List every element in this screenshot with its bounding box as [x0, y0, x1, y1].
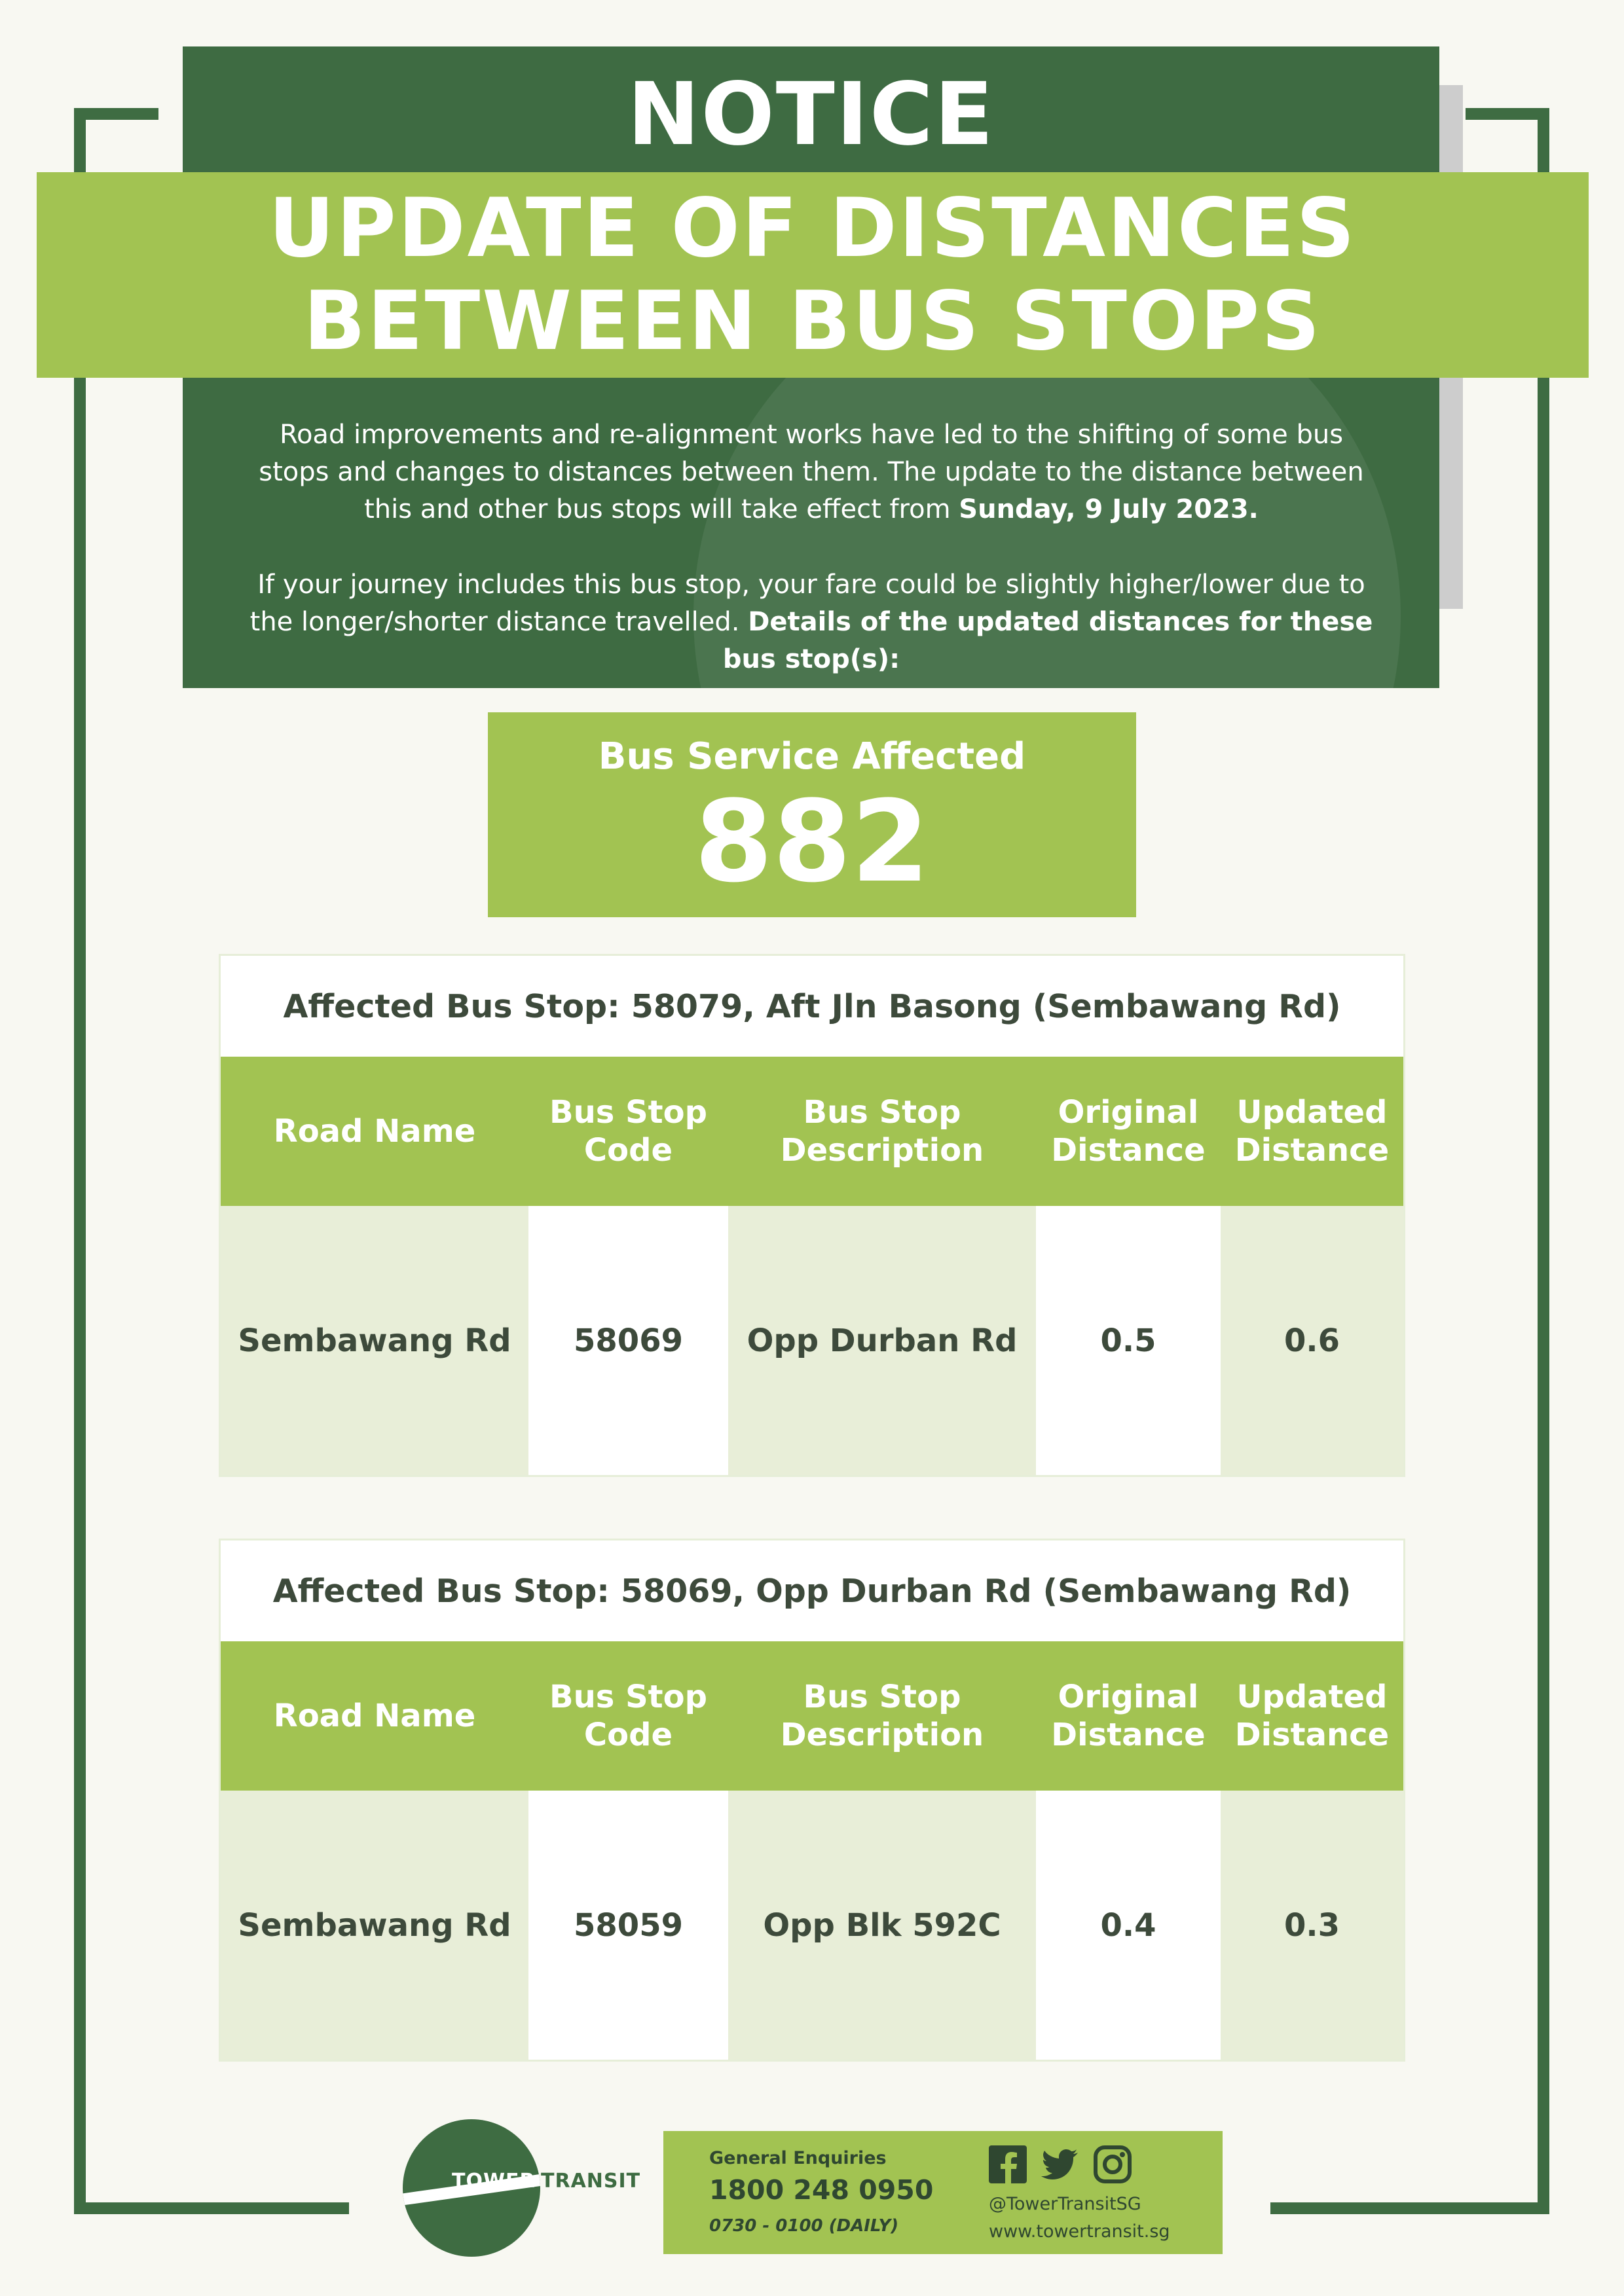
- frame-left: [74, 108, 86, 2214]
- details-lead-in: Details of the updated distances for these bus stop(s):: [722, 607, 1373, 674]
- frame-bottom-left: [74, 2202, 349, 2214]
- col-header-stop-description: Bus Stop Description: [780, 1679, 984, 1753]
- social-icons: [987, 2144, 1133, 2185]
- table-2-header-row: [221, 1641, 1403, 1791]
- headline-line-2: BETWEEN BUS STOPS: [303, 274, 1322, 369]
- cell-road-name: Sembawang Rd: [221, 1791, 528, 2060]
- website-link[interactable]: www.towertransit.sg: [989, 2221, 1170, 2242]
- cell-original-distance: 0.4: [1036, 1791, 1221, 2060]
- logo-word-tower: TOWER: [452, 2170, 536, 2193]
- col-header-stop-code: Bus Stop Code: [549, 1679, 707, 1753]
- intro-paragraph-1: [248, 416, 1375, 528]
- logo-word-transit: TRANSIT: [541, 2170, 641, 2193]
- effective-date: Sunday, 9 July 2023.: [959, 494, 1259, 524]
- cell-updated-distance: 0.3: [1221, 1791, 1403, 2060]
- frame-top-left: [74, 108, 158, 120]
- col-header-stop-code: Bus Stop Code: [549, 1094, 707, 1169]
- table-2-title: Affected Bus Stop: 58069, Opp Durban Rd (Sembawang Rd): [272, 1572, 1352, 1610]
- enquiries-phone[interactable]: 1800 248 0950: [709, 2174, 934, 2206]
- instagram-icon[interactable]: [1092, 2144, 1133, 2185]
- notice-title: NOTICE: [627, 64, 995, 165]
- service-affected-box: [488, 712, 1136, 917]
- cell-stop-description: Opp Blk 592C: [728, 1791, 1036, 2060]
- affected-stop-table-1: [219, 954, 1405, 1477]
- cell-updated-distance: 0.6: [1221, 1206, 1403, 1475]
- headline-banner: [37, 172, 1589, 378]
- frame-top-right: [1466, 108, 1549, 120]
- facebook-icon[interactable]: [987, 2144, 1028, 2185]
- intro-p2-text: If your journey includes this bus stop, your fare could be slightly higher/lower due to the longer/shorter distance travelled.: [249, 570, 1365, 637]
- table-1-header-row: [221, 1057, 1403, 1206]
- contact-box: [663, 2131, 1223, 2254]
- table-row: [221, 1791, 1403, 2060]
- enquiries-label: General Enquiries: [709, 2148, 887, 2168]
- cell-original-distance: 0.5: [1036, 1206, 1221, 1475]
- cell-stop-code: 58059: [528, 1791, 728, 2060]
- col-header-road-name: Road Name: [273, 1698, 476, 1734]
- cell-stop-description: Opp Durban Rd: [728, 1206, 1036, 1475]
- col-header-road-name: Road Name: [273, 1113, 476, 1150]
- col-header-stop-description: Bus Stop Description: [780, 1094, 984, 1169]
- service-label: Bus Service Affected: [598, 735, 1026, 778]
- intro-p1-text: Road improvements and re-alignment works have led to the shifting of some bus stops and changes to distances between them. The update to the distance between this and other bus stops will take effect from: [259, 420, 1364, 524]
- service-number: 882: [694, 776, 930, 907]
- enquiries-hours: 0730 - 0100 (DAILY): [709, 2216, 899, 2236]
- social-handle[interactable]: @TowerTransitSG: [989, 2194, 1141, 2214]
- headline-line-1: UPDATE OF DISTANCES: [268, 181, 1357, 276]
- affected-stop-table-2: [219, 1539, 1405, 2062]
- col-header-updated-distance: Updated Distance: [1234, 1679, 1390, 1753]
- table-row: [221, 1206, 1403, 1475]
- intro-paragraph-2: [248, 566, 1375, 678]
- frame-bottom-right: [1270, 2202, 1549, 2214]
- cell-road-name: Sembawang Rd: [221, 1206, 528, 1475]
- twitter-icon[interactable]: [1040, 2144, 1080, 2185]
- col-header-updated-distance: Updated Distance: [1234, 1094, 1390, 1169]
- cell-stop-code: 58069: [528, 1206, 728, 1475]
- table-1-title: Affected Bus Stop: 58079, Aft Jln Basong (Sembawang Rd): [283, 987, 1341, 1025]
- col-header-original-distance: Original Distance: [1051, 1679, 1206, 1753]
- frame-right: [1538, 108, 1549, 2214]
- col-header-original-distance: Original Distance: [1051, 1094, 1206, 1169]
- intro-text: [248, 416, 1375, 678]
